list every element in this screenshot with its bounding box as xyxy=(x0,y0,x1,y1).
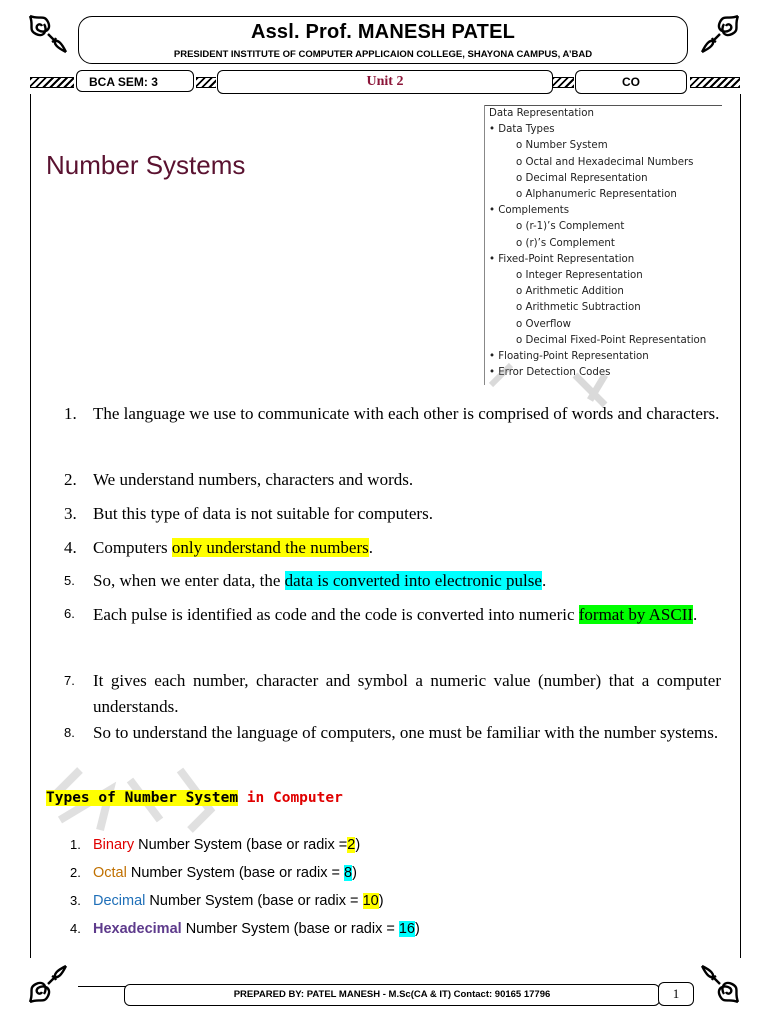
topic-outline xyxy=(484,105,722,385)
header-box xyxy=(78,16,688,64)
outline-item: o Decimal Representation xyxy=(516,172,648,184)
outline-item: o Octal and Hexadecimal Numbers xyxy=(516,156,694,168)
hatch-bar xyxy=(690,77,740,88)
outline-item: o Decimal Fixed-Point Representation xyxy=(516,334,707,346)
list-item: 3. Decimal Number System (base or radix = 10) xyxy=(70,893,384,909)
list-item: 4. Hexadecimal Number System (base or radix = 16) xyxy=(70,921,420,937)
system-name: Binary xyxy=(93,837,135,853)
system-name: Octal xyxy=(93,865,127,881)
outline-item: o Arithmetic Addition xyxy=(516,286,624,298)
outline-item: o Overflow xyxy=(516,318,571,330)
highlight-text: only understand the numbers xyxy=(171,538,369,557)
footer-credit: PREPARED BY: PATEL MANESH - M.Sc(CA & IT) Contact: 90165 17796 xyxy=(124,984,660,1006)
left-border xyxy=(30,94,31,958)
outline-item: • Data Types xyxy=(489,124,555,136)
outline-item: o (r)’s Complement xyxy=(516,237,615,249)
radix-value: 10 xyxy=(362,893,379,909)
types-heading: Types of Number System in Computer xyxy=(46,790,343,806)
outline-item: • Error Detection Codes xyxy=(489,367,611,379)
highlight-text: data is converted into electronic pulse xyxy=(284,571,542,590)
corner-ornament-icon xyxy=(698,12,742,56)
outline-item: o Arithmetic Subtraction xyxy=(516,302,641,314)
outline-item: Data Representation xyxy=(489,108,594,119)
highlight-text: format by ASCII xyxy=(578,605,694,624)
outline-item: o (r-1)’s Complement xyxy=(516,221,625,233)
radix-value: 8 xyxy=(344,865,353,881)
author-title: Assl. Prof. MANESH PATEL xyxy=(250,21,516,43)
corner-ornament-icon xyxy=(26,12,70,56)
list-item: 6. Each pulse is identified as code and the code is converted into numeric format by ASCII. xyxy=(64,605,698,624)
system-name: Decimal xyxy=(93,893,146,909)
page-title: Number Systems xyxy=(46,150,246,180)
hatch-bar xyxy=(196,77,216,88)
semester-label: BCA SEM: 3 xyxy=(76,70,194,92)
outline-item: • Complements xyxy=(489,205,570,217)
list-item: 1. The language we use to communicate with each other is comprised of words and characters. xyxy=(64,404,720,423)
outline-item: o Integer Representation xyxy=(516,270,643,281)
institute-name: PRESIDENT INSTITUTE OF COMPUTER APPLICAION COLLEGE, SHAYONA CAMPUS, A’BAD xyxy=(173,49,593,60)
radix-value: 2 xyxy=(347,837,356,853)
hatch-bar xyxy=(30,77,74,88)
outline-item: • Fixed-Point Representation xyxy=(489,253,635,265)
outline-item: o Number System xyxy=(516,140,608,152)
list-item: 2. Octal Number System (base or radix = 8) xyxy=(70,865,357,881)
right-border xyxy=(740,94,741,958)
list-item: 1. Binary Number System (base or radix =2) xyxy=(70,837,361,853)
radix-value: 16 xyxy=(398,921,415,937)
unit-label: Unit 2 xyxy=(217,70,553,94)
watermark-logo xyxy=(486,360,516,390)
hatch-bar xyxy=(552,77,574,88)
outline-item: • Floating-Point Representation xyxy=(489,351,649,362)
subject-label: CO xyxy=(575,70,687,94)
outline-item: o Alphanumeric Representation xyxy=(516,189,677,200)
corner-ornament-icon xyxy=(698,962,742,1006)
page-number: 1 xyxy=(658,982,694,1006)
system-name: Hexadecimal xyxy=(93,921,182,937)
corner-ornament-icon xyxy=(26,962,70,1006)
